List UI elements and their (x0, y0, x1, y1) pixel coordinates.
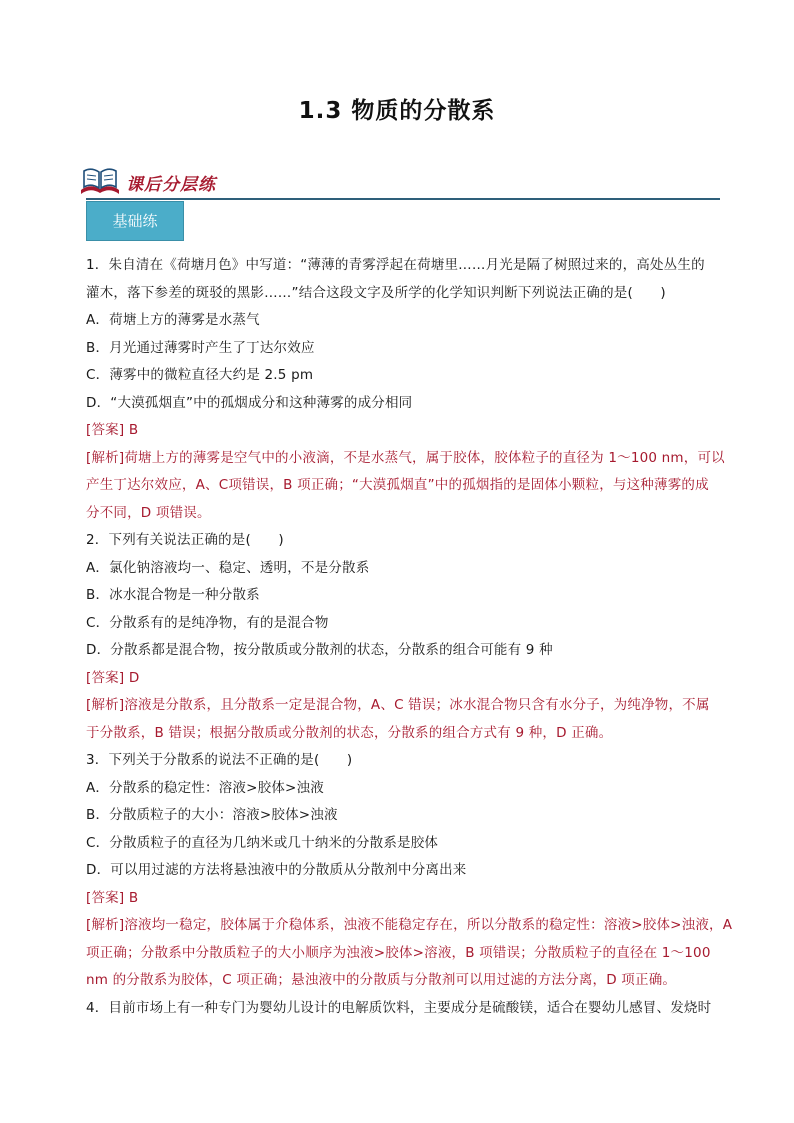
explanation-line: 分不同，D 项错误。 (86, 504, 211, 521)
question-line: 灌木，落下参差的斑驳的黑影……”结合这段文字及所学的化学知识判断下列说法正确的是( ) (86, 284, 666, 301)
explanation-line: 产生丁达尔效应，A、C项错误，B 项正确；“大漠孤烟直”中的孤烟指的是固体小颗粒，与这种薄雾的成 (86, 477, 709, 493)
explanation-line: [解析]荷塘上方的薄雾是空气中的小液滴，不是水蒸气，属于胶体，胶体粒子的直径为 1～100 nm，可以 (86, 449, 725, 466)
explanation-line: 于分散系，B 错误；根据分散质或分散剂的状态，分散系的组合方式有 9 种，D 正确。 (86, 724, 613, 741)
option-line: B．月光通过薄雾时产生了丁达尔效应 (86, 339, 315, 356)
option-line: B．冰水混合物是一种分散系 (86, 587, 260, 603)
explanation-line: nm 的分散系为胶体，C 项正确；悬浊液中的分散质与分散剂可以用过滤的方法分离，D 项正确。 (86, 972, 677, 988)
question-line: 4．目前市场上有一种专门为婴幼儿设计的电解质饮料，主要成分是硫酸镁，适合在婴幼儿感冒、发烧时 (86, 999, 712, 1016)
question-line: 2．下列有关说法正确的是( ) (86, 532, 284, 548)
option-line: A．氯化钠溶液均一、稳定、透明，不是分散系 (86, 559, 370, 576)
book-icon (78, 165, 122, 197)
section-divider (86, 198, 720, 200)
option-line: A．荷塘上方的薄雾是水蒸气 (86, 312, 260, 328)
level-badge: 基础练 (86, 201, 184, 241)
section-header (78, 165, 720, 201)
explanation-line: [解析]溶液均一稳定，胶体属于介稳体系，浊液不能稳定存在，所以分散系的稳定性：溶液>胶体>浊液，A (86, 917, 733, 933)
option-line: B．分散质粒子的大小：溶液>胶体>浊液 (86, 807, 338, 823)
page-title: 1.3 物质的分散系 (298, 98, 496, 124)
explanation-line: 项正确；分散系中分散质粒子的大小顺序为浊液>胶体>溶液，B 项错误；分散质粒子的直径在 1～100 (86, 944, 711, 961)
section-title: 课后分层练 (126, 175, 216, 195)
question-line: 1．朱自清在《荷塘月色》中写道：“薄薄的青雾浮起在荷塘里……月光是隔了树照过来的，高处丛生的 (86, 257, 705, 273)
question-line: 3．下列关于分散系的说法不正确的是( ) (86, 752, 353, 768)
option-line: A．分散系的稳定性：溶液>胶体>浊液 (86, 779, 324, 796)
answer-line: [答案] B (86, 889, 139, 906)
option-line: D．分散系都是混合物，按分散质或分散剂的状态，分散系的组合可能有 9 种 (86, 642, 553, 658)
answer-line: [答案] B (86, 422, 139, 438)
option-line: C．分散质粒子的直径为几纳米或几十纳米的分散系是胶体 (86, 834, 439, 851)
question-content (86, 252, 733, 1022)
option-line: C．分散系有的是纯净物，有的是混合物 (86, 614, 329, 631)
explanation-line: [解析]溶液是分散系，且分散系一定是混合物，A、C 错误；冰水混合物只含有水分子，为纯净物，不属 (86, 697, 710, 713)
option-line: C．薄雾中的微粒直径大约是 2.5 pm (86, 367, 314, 383)
answer-line: [答案] D (86, 669, 140, 686)
option-line: D．可以用过滤的方法将悬浊液中的分散质从分散剂中分离出来 (86, 862, 467, 878)
option-line: D．“大漠孤烟直”中的孤烟成分和这种薄雾的成分相同 (86, 394, 413, 411)
